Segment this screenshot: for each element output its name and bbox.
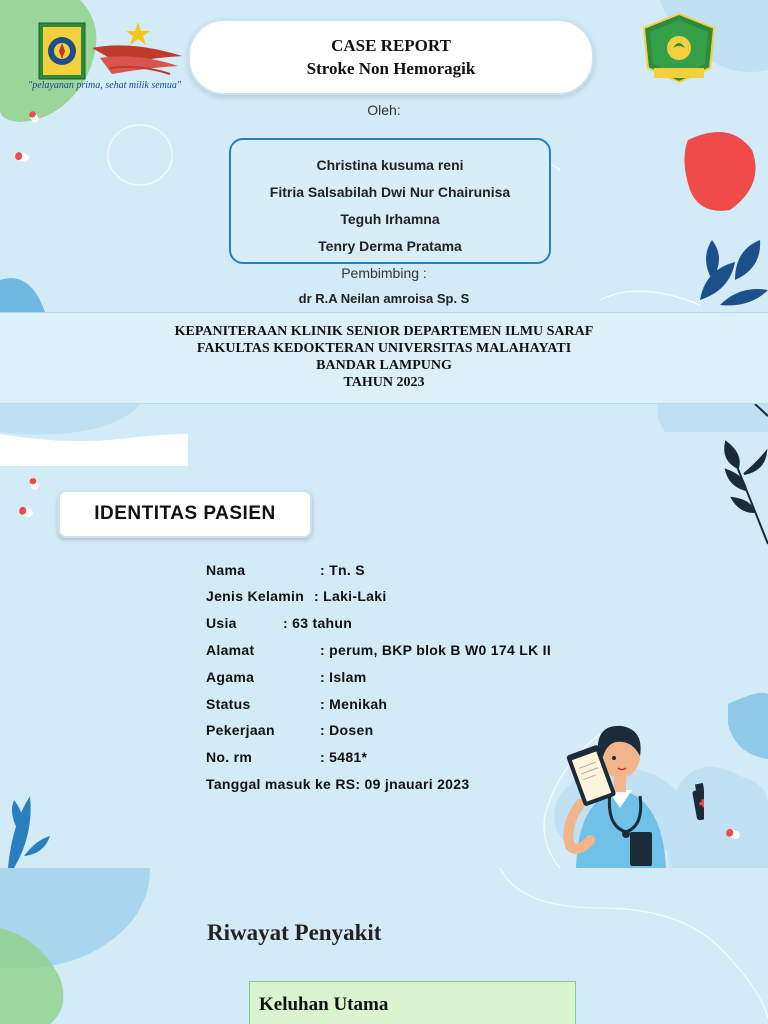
hospital-slogan: "pelayanan prima, sehat milik semua"	[28, 80, 182, 91]
history-slide	[0, 868, 768, 1024]
eagle-star-logo-icon	[90, 18, 186, 82]
report-subtitle: Stroke Non Hemoragik	[306, 59, 476, 78]
chief-complaint-label: Keluhan Utama	[259, 994, 389, 1015]
identity-row-jenis-kelamin	[206, 588, 387, 604]
identity-value: : 63 tahun	[283, 615, 353, 631]
identity-row-no-rm	[206, 749, 367, 765]
identity-slide	[0, 404, 768, 868]
identity-label: Status	[206, 696, 251, 712]
identity-value: : 09 jnauari 2023	[355, 776, 470, 792]
identity-row-agama	[206, 669, 366, 685]
report-title: CASE REPORT	[331, 36, 451, 55]
identity-label: Alamat	[206, 642, 255, 658]
title-card	[188, 19, 594, 95]
institution-line: FAKULTAS KEDOKTERAN UNIVERSITAS MALAHAYATI	[196, 341, 572, 356]
identity-row-status	[206, 696, 387, 712]
identity-value: : 5481*	[320, 749, 368, 765]
identity-heading-card	[58, 490, 312, 538]
institution-line: KEPANITERAAN KLINIK SENIOR DEPARTEMEN ILMU SARAF	[174, 324, 594, 339]
author-name: Teguh Irhamna	[340, 211, 440, 227]
authors-box	[229, 138, 551, 264]
medicine-bottle-icon	[691, 782, 704, 820]
hospital-logo-icon	[38, 22, 86, 80]
identity-label: Tanggal masuk ke RS	[206, 776, 356, 792]
cover-slide	[0, 0, 768, 312]
identity-row-tanggal-masuk	[206, 776, 469, 792]
identity-value: : Islam	[320, 669, 367, 685]
identity-row-nama	[206, 562, 365, 578]
identity-value: : Laki-Laki	[314, 588, 387, 604]
institution-line: TAHUN 2023	[343, 375, 425, 390]
author-name: Christina kusuma reni	[316, 157, 464, 173]
identity-label: Jenis Kelamin	[206, 588, 305, 604]
authors-label: Oleh:	[367, 102, 401, 118]
identity-row-alamat	[206, 642, 551, 658]
identity-label: No. rm	[206, 749, 253, 765]
identity-label: Usia	[206, 615, 237, 631]
identity-heading: IDENTITAS PASIEN	[94, 503, 276, 524]
institution-band	[0, 312, 768, 404]
identity-value: : Tn. S	[320, 562, 365, 578]
identity-label: Nama	[206, 562, 246, 578]
identity-value: : Menikah	[320, 696, 388, 712]
identity-row-usia	[206, 615, 352, 631]
supervisor-name: dr R.A Neilan amroisa Sp. S	[298, 291, 470, 306]
identity-row-pekerjaan	[206, 722, 373, 738]
identity-value: : Dosen	[320, 722, 374, 738]
author-name: Fitria Salsabilah Dwi Nur Chairunisa	[269, 184, 511, 200]
doctor-illustration	[536, 686, 704, 868]
identity-value: : perum, BKP blok B W0 174 LK II	[320, 642, 552, 658]
chief-complaint-box	[249, 981, 576, 1024]
university-logo-icon	[640, 12, 718, 84]
identity-label: Pekerjaan	[206, 722, 275, 738]
author-name: Tenry Derma Pratama	[318, 238, 462, 254]
history-heading: Riwayat Penyakit	[207, 920, 382, 945]
identity-label: Agama	[206, 669, 255, 685]
supervisor-label: Pembimbing :	[341, 265, 427, 281]
institution-line: BANDAR LAMPUNG	[316, 358, 452, 373]
